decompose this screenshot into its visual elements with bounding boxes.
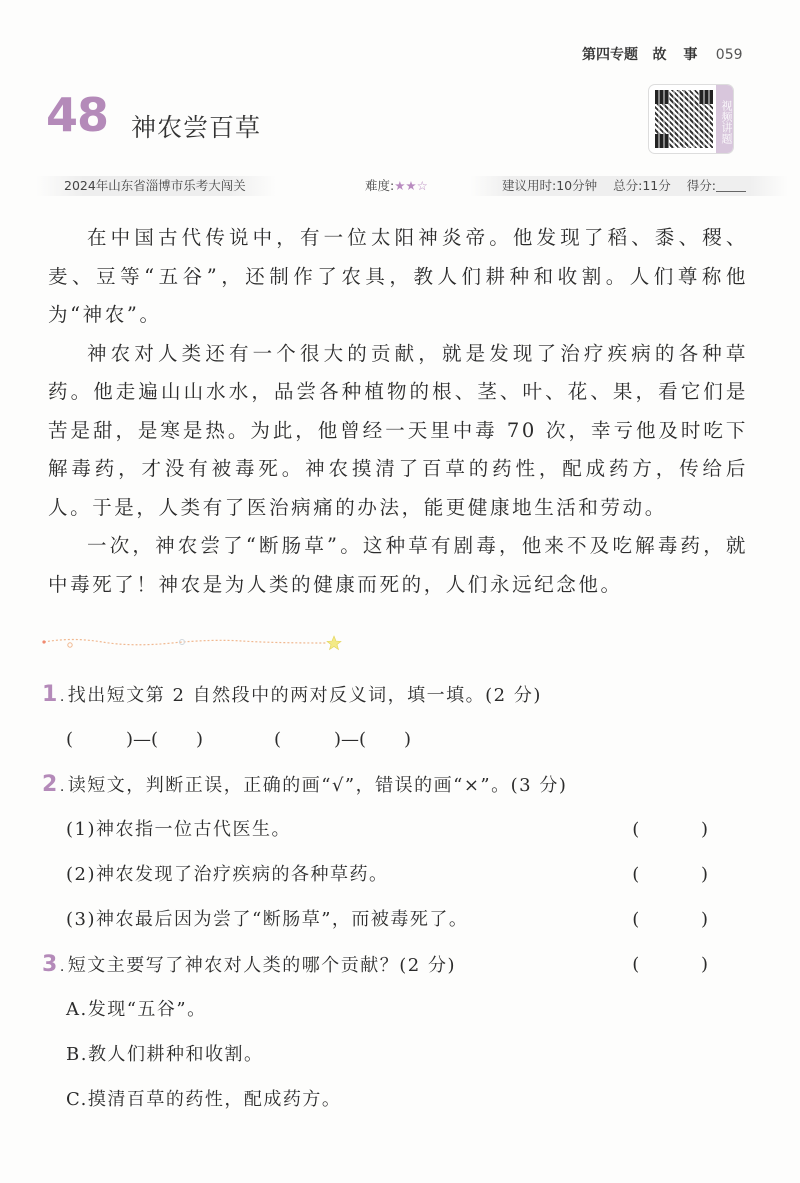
section-label: 第四专题 [582, 47, 638, 63]
question-2-item-2 [42, 857, 742, 902]
star-icon [327, 636, 341, 650]
answer-box[interactable]: ( ) [632, 909, 736, 930]
star-rating-icon: ★★☆ [394, 178, 428, 193]
blank-open[interactable]: ( [274, 729, 282, 750]
passage-paragraph-2: 神农对人类还有一个很大的贡献，就是发现了治疗疾病的各种草药。他走遍山山水水，品尝各种植物的根、茎、叶、花、果，看它们是苦是甜，是寒是热。为此，他曾经一天里中毒 70 次，幸亏他及时吃下解毒药，才没有被毒死。神农摸清了百草的药性，配成药方，传给后人。于是，人类有了医治病痛的办法，能更健康地生活和劳动。 [48, 341, 748, 519]
question-dot: . [59, 689, 66, 705]
question-section [42, 677, 742, 1127]
answer-box[interactable]: ( ) [632, 864, 736, 885]
exercise-source: 2024年山东省淄博市乐考大闯关 [36, 176, 276, 196]
question-1-blanks [42, 722, 742, 767]
blank-close[interactable]: ) [404, 729, 412, 750]
passage-paragraph-3: 一次，神农尝了“断肠草”。这种草有剧毒，他来不及吃解毒药，就中毒死了！神农是为人类的健康而死的，人们永远纪念他。 [48, 534, 748, 596]
question-number: 3 [42, 952, 59, 977]
item-text: (2)神农发现了治疗疾病的各种草药。 [66, 864, 389, 885]
option-c[interactable]: C.摸清百草的药性，配成药方。 [66, 1089, 342, 1110]
question-text: 短文主要写了神农对人类的哪个贡献？(2 分) [67, 955, 456, 976]
decorative-divider [42, 633, 342, 653]
question-number: 1 [42, 682, 59, 707]
question-text: 读短文，判断正误，正确的画“√”，错误的画“×”。(3 分) [67, 775, 568, 796]
running-header [582, 44, 743, 64]
reading-passage [48, 219, 748, 604]
difficulty-label: 难度: [365, 178, 395, 193]
question-text: 找出短文第 2 自然段中的两对反义词，填一填。(2 分) [67, 685, 542, 706]
difficulty [365, 176, 428, 196]
question-1 [42, 677, 742, 722]
page-number: 059 [715, 47, 743, 63]
qr-code-icon [655, 90, 713, 148]
answer-box[interactable]: ( ) [632, 954, 736, 975]
question-dot: . [59, 779, 66, 795]
option-a[interactable]: A.发现“五谷”。 [66, 999, 207, 1020]
passage-paragraph-1: 在中国古代传说中，有一位太阳神炎帝。他发现了稻、黍、稷、麦、豆等“五谷”，还制作了农具，教人们耕种和收割。人们尊称他为“神农”。 [48, 226, 748, 326]
score-label: 得分: [686, 178, 716, 193]
question-2-item-3 [42, 902, 742, 947]
answer-box[interactable]: ( ) [632, 819, 736, 840]
question-number: 2 [42, 772, 59, 797]
blank-open[interactable]: ( [66, 729, 74, 750]
exercise-meta-bar [30, 174, 765, 196]
score-blank[interactable] [716, 191, 746, 192]
video-explanation-qr[interactable] [648, 84, 734, 154]
suggested-time: 建议用时:10分钟 [502, 178, 598, 193]
qr-tab-label: 视频讲题 [716, 85, 733, 153]
blank-close[interactable]: ) [196, 729, 204, 750]
lesson-number: 48 [46, 88, 109, 142]
question-2-item-1 [42, 812, 742, 857]
item-text: (3)神农最后因为尝了“断肠草”，而被毒死了。 [66, 909, 469, 930]
lesson-title: 神农尝百草 [131, 113, 262, 142]
total-score: 总分:11分 [613, 178, 671, 193]
topic-label: 故 事 [652, 47, 704, 63]
exercise-stats [470, 176, 788, 196]
question-2 [42, 767, 742, 812]
blank-connector[interactable]: )—( [334, 729, 367, 750]
option-b[interactable]: B.教人们耕种和收割。 [66, 1044, 264, 1065]
question-dot: . [59, 959, 66, 975]
blank-connector[interactable]: )—( [126, 729, 159, 750]
question-3 [42, 947, 742, 992]
item-text: (1)神农指一位古代医生。 [66, 819, 291, 840]
